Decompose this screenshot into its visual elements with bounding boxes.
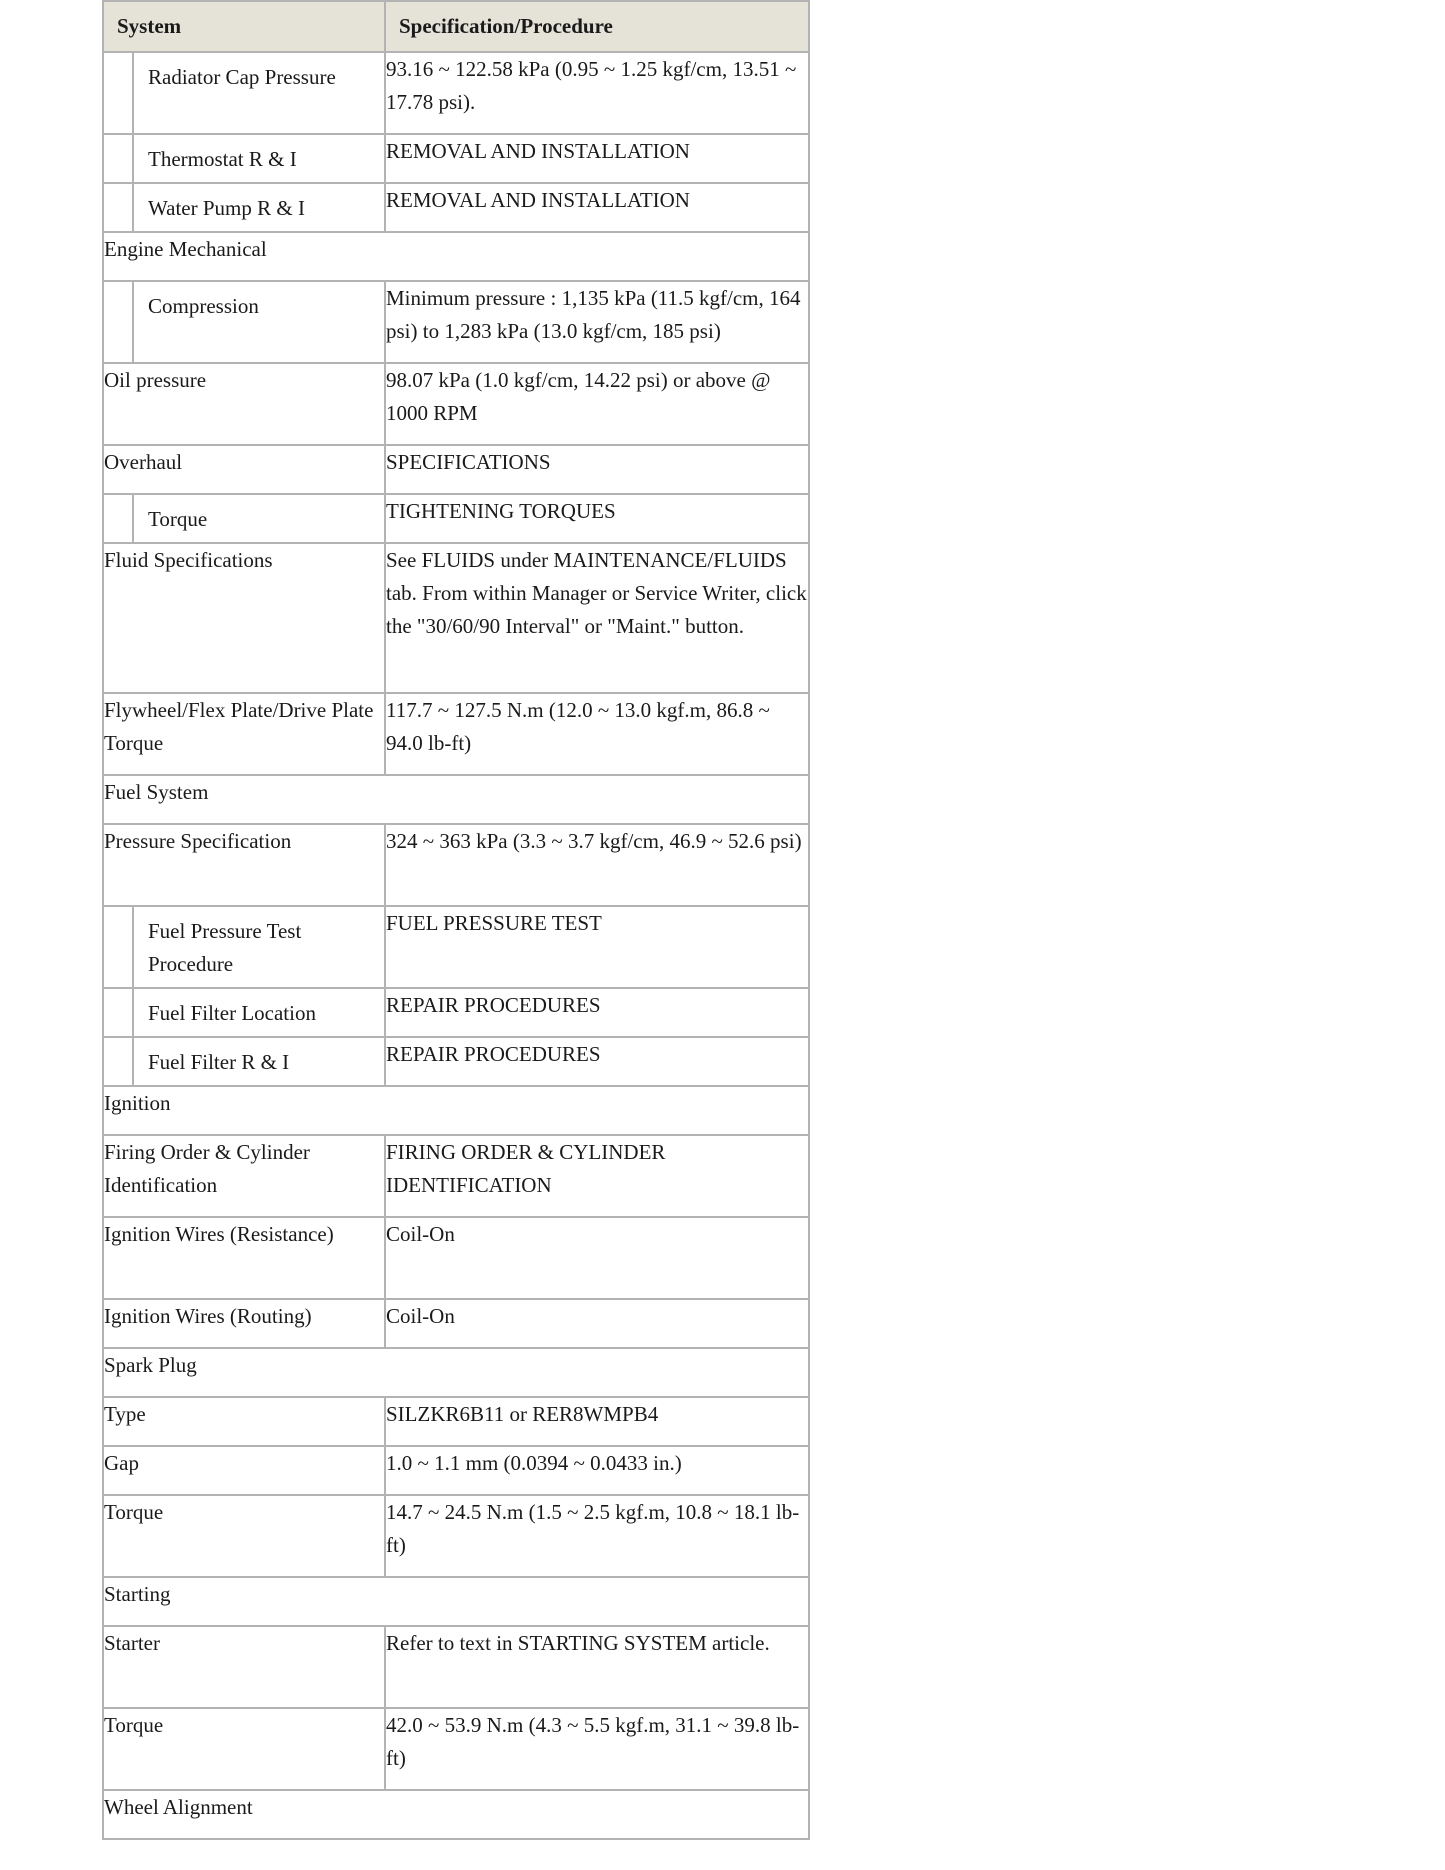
system-label: Fluid Specifications xyxy=(103,543,385,693)
table-row xyxy=(103,445,809,494)
table-group-row xyxy=(103,1577,809,1626)
system-label: Flywheel/Flex Plate/Drive Plate Torque xyxy=(103,693,385,775)
specification-value: Refer to text in STARTING SYSTEM article. xyxy=(385,1626,809,1708)
specification-value: REMOVAL AND INSTALLATION xyxy=(385,183,809,232)
group-heading: Engine Mechanical xyxy=(103,232,809,281)
specification-value: See FLUIDS under MAINTENANCE/FLUIDS tab. From within Manager or Service Writer, click the "30/60/90 Interval" or "Maint." button. xyxy=(385,543,809,693)
system-label: Torque xyxy=(103,1495,385,1577)
system-label: Firing Order & Cylinder Identification xyxy=(103,1135,385,1217)
specification-value: REPAIR PROCEDURES xyxy=(385,1037,809,1086)
specification-value: 93.16 ~ 122.58 kPa (0.95 ~ 1.25 kgf/cm, 13.51 ~ 17.78 psi). xyxy=(385,52,809,134)
header-system: System xyxy=(103,1,385,52)
table-row xyxy=(103,1135,809,1217)
specification-value: Coil-On xyxy=(385,1299,809,1348)
table-header-row xyxy=(103,1,809,52)
specification-value: 1.0 ~ 1.1 mm (0.0394 ~ 0.0433 in.) xyxy=(385,1446,809,1495)
system-label: Gap xyxy=(103,1446,385,1495)
system-cell xyxy=(103,183,385,232)
specification-value: FUEL PRESSURE TEST xyxy=(385,906,809,988)
table-row xyxy=(103,183,809,232)
indent-marker xyxy=(104,282,134,362)
table-row xyxy=(103,1626,809,1708)
table-group-row xyxy=(103,232,809,281)
specification-value: REMOVAL AND INSTALLATION xyxy=(385,134,809,183)
table-row xyxy=(103,1397,809,1446)
specifications-table xyxy=(102,0,810,1840)
specification-value: FIRING ORDER & CYLINDER IDENTIFICATION xyxy=(385,1135,809,1217)
system-label: Ignition Wires (Routing) xyxy=(103,1299,385,1348)
specification-value: 14.7 ~ 24.5 N.m (1.5 ~ 2.5 kgf.m, 10.8 ~ 18.1 lb-ft) xyxy=(385,1495,809,1577)
specification-value: Minimum pressure : 1,135 kPa (11.5 kgf/cm, 164 psi) to 1,283 kPa (13.0 kgf/cm, 185 psi) xyxy=(385,281,809,363)
group-heading: Spark Plug xyxy=(103,1348,809,1397)
table-row xyxy=(103,543,809,693)
indent-marker xyxy=(104,989,134,1036)
specification-value: SPECIFICATIONS xyxy=(385,445,809,494)
group-heading: Ignition xyxy=(103,1086,809,1135)
table-row xyxy=(103,134,809,183)
system-cell xyxy=(103,494,385,543)
system-label: Compression xyxy=(148,294,259,318)
table-row xyxy=(103,363,809,445)
table-group-row xyxy=(103,775,809,824)
table-group-row xyxy=(103,1790,809,1839)
indent-marker xyxy=(104,1038,134,1085)
system-label: Fuel Filter Location xyxy=(148,1001,316,1025)
system-cell xyxy=(103,988,385,1037)
system-label: Water Pump R & I xyxy=(148,196,305,220)
system-label: Oil pressure xyxy=(103,363,385,445)
system-label: Torque xyxy=(103,1708,385,1790)
system-label: Torque xyxy=(148,507,208,531)
indent-marker xyxy=(104,135,134,182)
system-label: Radiator Cap Pressure xyxy=(148,65,336,89)
table-group-row xyxy=(103,1086,809,1135)
table-row xyxy=(103,1037,809,1086)
system-label: Thermostat R & I xyxy=(148,147,297,171)
system-cell xyxy=(103,906,385,988)
system-label: Pressure Specification xyxy=(103,824,385,906)
specification-value: REPAIR PROCEDURES xyxy=(385,988,809,1037)
system-cell xyxy=(103,1037,385,1086)
system-label: Type xyxy=(103,1397,385,1446)
system-label: Fuel Filter R & I xyxy=(148,1050,290,1074)
table-body xyxy=(103,52,809,1839)
table-group-row xyxy=(103,1348,809,1397)
system-cell xyxy=(103,134,385,183)
table-row xyxy=(103,281,809,363)
system-label: Overhaul xyxy=(103,445,385,494)
table-row xyxy=(103,1299,809,1348)
indent-marker xyxy=(104,184,134,231)
specification-value: SILZKR6B11 or RER8WMPB4 xyxy=(385,1397,809,1446)
table-row xyxy=(103,988,809,1037)
specification-value: 117.7 ~ 127.5 N.m (12.0 ~ 13.0 kgf.m, 86.8 ~ 94.0 lb-ft) xyxy=(385,693,809,775)
table-row xyxy=(103,1446,809,1495)
table-row xyxy=(103,824,809,906)
system-cell xyxy=(103,52,385,134)
table-row xyxy=(103,494,809,543)
group-heading: Wheel Alignment xyxy=(103,1790,809,1839)
specification-value: 42.0 ~ 53.9 N.m (4.3 ~ 5.5 kgf.m, 31.1 ~ 39.8 lb-ft) xyxy=(385,1708,809,1790)
table-row xyxy=(103,1708,809,1790)
table-row xyxy=(103,906,809,988)
group-heading: Fuel System xyxy=(103,775,809,824)
header-specification: Specification/Procedure xyxy=(385,1,809,52)
system-cell xyxy=(103,281,385,363)
table-row xyxy=(103,52,809,134)
indent-marker xyxy=(104,53,134,133)
system-label: Fuel Pressure Test Procedure xyxy=(148,919,302,976)
indent-marker xyxy=(104,907,134,987)
indent-marker xyxy=(104,495,134,542)
system-label: Ignition Wires (Resistance) xyxy=(103,1217,385,1299)
group-heading: Starting xyxy=(103,1577,809,1626)
specification-value: 98.07 kPa (1.0 kgf/cm, 14.22 psi) or above @ 1000 RPM xyxy=(385,363,809,445)
specification-value: TIGHTENING TORQUES xyxy=(385,494,809,543)
table-row xyxy=(103,693,809,775)
specification-value: 324 ~ 363 kPa (3.3 ~ 3.7 kgf/cm, 46.9 ~ 52.6 psi) xyxy=(385,824,809,906)
system-label: Starter xyxy=(103,1626,385,1708)
specification-value: Coil-On xyxy=(385,1217,809,1299)
table-row xyxy=(103,1217,809,1299)
table-row xyxy=(103,1495,809,1577)
